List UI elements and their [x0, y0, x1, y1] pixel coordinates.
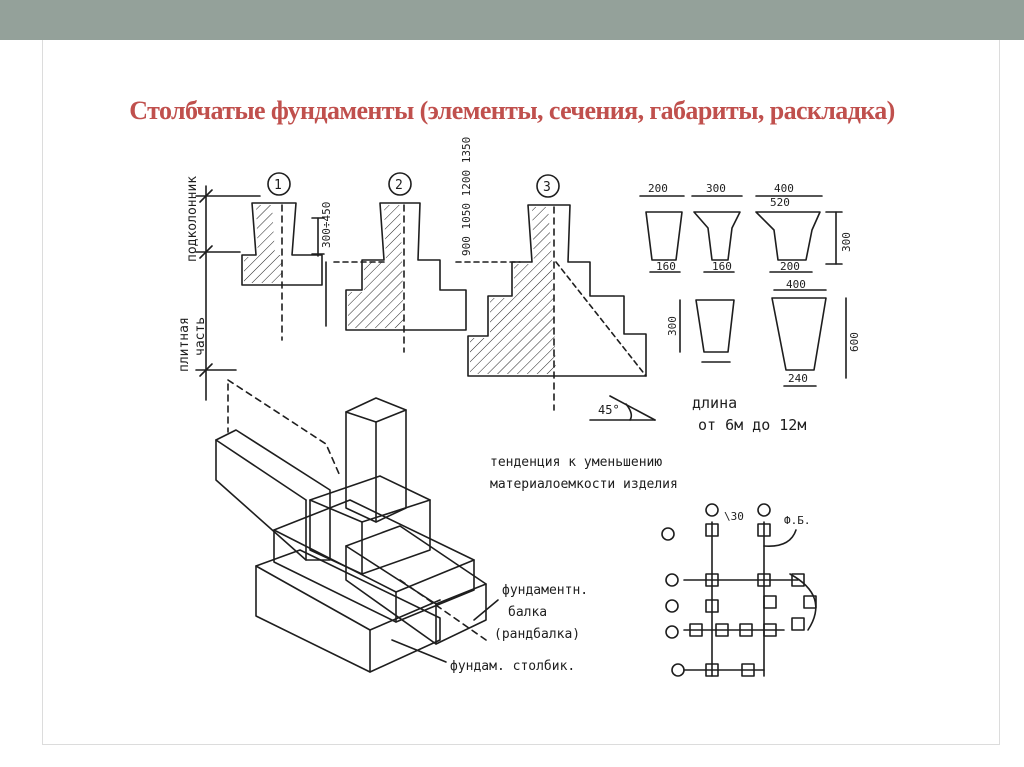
sketch-labels: [177, 137, 861, 674]
label-fund-balka-3: (рандбалка): [494, 627, 581, 642]
vertical-dimension: [196, 186, 260, 400]
column-profiles: [640, 196, 846, 386]
label-200b: 200: [780, 260, 800, 273]
label-400b: 400: [786, 278, 806, 291]
label-160b: 160: [712, 260, 732, 273]
label-chast: часть: [193, 316, 208, 356]
label-fund-balka-1: фундаментн.: [502, 583, 589, 598]
label-160a: 160: [656, 260, 676, 273]
label-num-2: 2: [395, 178, 403, 193]
label-520: 520: [770, 196, 790, 209]
label-fund-balka-2: балка: [508, 605, 548, 620]
label-num-1: 1: [274, 178, 282, 193]
label-300l: 300: [666, 316, 679, 336]
label-podkolonnik: подколонник: [185, 175, 200, 262]
section-1: [242, 173, 326, 340]
label-dlina: длина: [692, 394, 738, 412]
layout-plan: [662, 504, 816, 676]
label-dlina-range: от 6м до 12м: [698, 416, 807, 434]
isometric-foundation: [216, 380, 486, 672]
label-tendency-1: тенденция к уменьшению: [490, 455, 663, 470]
label-400: 400: [774, 182, 794, 195]
label-200: 200: [648, 182, 668, 195]
label-tendency-2: материалоемкости изделия: [490, 477, 678, 492]
label-d30: \30: [724, 510, 744, 523]
leader-lines: [392, 600, 498, 662]
slide-title: Столбчатые фундаменты (элементы, сечения, габариты, раскладка): [129, 96, 895, 125]
label-fb: Ф.Б.: [784, 514, 811, 527]
label-240: 240: [788, 372, 808, 385]
label-300: 300: [706, 182, 726, 195]
label-angle: 45°: [598, 403, 620, 417]
label-600: 600: [848, 332, 861, 352]
section-3: [456, 175, 646, 410]
label-300r: 300: [840, 232, 853, 252]
label-heights: 900 1050 1200 1350: [460, 136, 473, 256]
label-num-3: 3: [543, 180, 551, 195]
label-fund-stolbik: фундам. столбик.: [450, 659, 576, 674]
label-plitnaya: плитная: [177, 317, 192, 372]
section-2: [334, 173, 466, 352]
label-300-450: 300÷450: [320, 201, 333, 248]
